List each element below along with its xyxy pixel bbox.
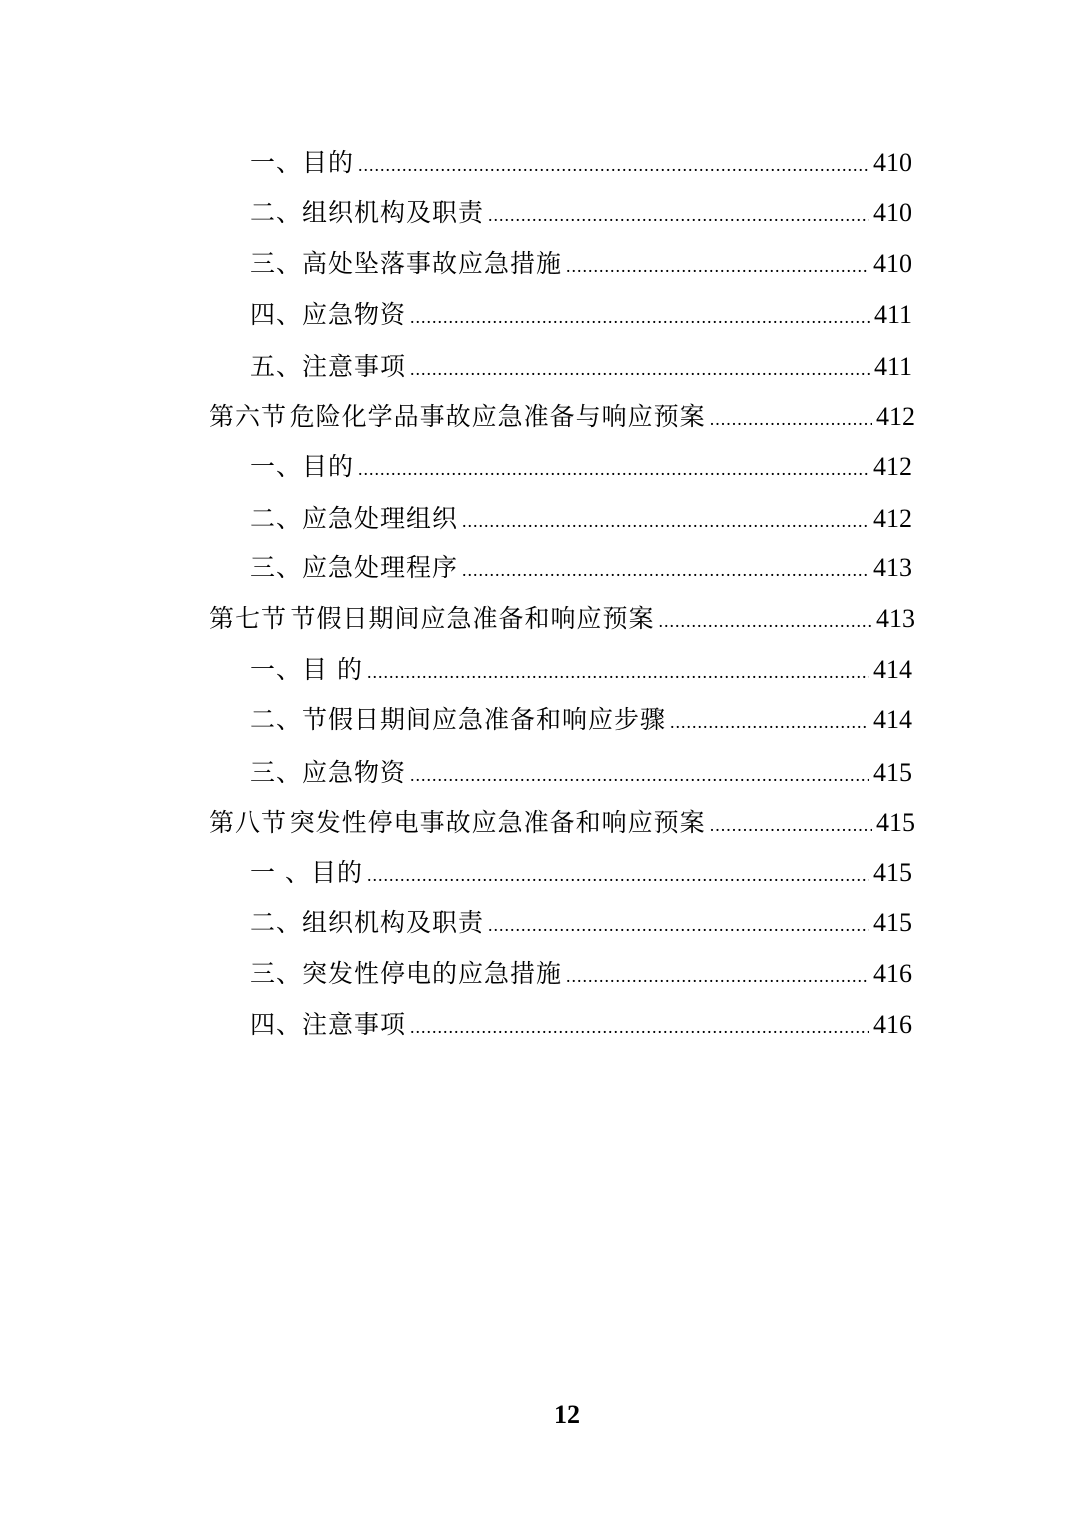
toc-entry-title: 一、目 的 — [250, 655, 363, 684]
toc-entry-page: 412 — [873, 452, 912, 481]
toc-entry[interactable] — [250, 650, 912, 690]
toc-section-entry[interactable] — [209, 803, 915, 843]
toc-leader-dots — [566, 246, 869, 286]
toc-entry-title: 三、高处坠落事故应急措施 — [250, 249, 563, 278]
toc-entry-title: 危险化学品事故应急准备与响应预案 — [289, 402, 706, 431]
toc-entry[interactable] — [250, 954, 912, 994]
toc-leader-dots — [410, 297, 870, 337]
toc-leader-dots — [462, 550, 869, 590]
toc-section-label: 第八节 — [209, 808, 288, 837]
toc-entry-page: 415 — [873, 758, 912, 787]
toc-entry-page: 415 — [873, 858, 912, 887]
toc-entry-page: 410 — [873, 148, 912, 177]
toc-leader-dots — [462, 501, 869, 541]
toc-entry[interactable] — [250, 244, 912, 284]
toc-leader-dots — [410, 755, 869, 795]
toc-entry[interactable] — [250, 295, 912, 335]
toc-entry-page: 410 — [873, 249, 912, 278]
toc-entry-page: 415 — [873, 908, 912, 937]
toc-leader-dots — [659, 601, 872, 641]
toc-entry-page: 413 — [876, 604, 915, 633]
toc-entry[interactable] — [250, 143, 912, 183]
toc-entry-page: 415 — [876, 808, 915, 837]
toc-leader-dots — [410, 1007, 869, 1047]
toc-entry-page: 416 — [873, 959, 912, 988]
toc-entry-title: 二、应急处理组织 — [250, 504, 459, 533]
toc-leader-dots — [358, 449, 869, 489]
toc-entry-title: 三、应急处理程序 — [250, 553, 459, 582]
toc-section-entry[interactable] — [209, 599, 915, 639]
toc-entry-page: 412 — [876, 402, 915, 431]
toc-entry-page: 413 — [873, 553, 912, 582]
toc-entry[interactable] — [250, 753, 912, 793]
toc-leader-dots — [670, 702, 869, 742]
toc-entry-title: 四、应急物资 — [250, 300, 407, 329]
toc-section-label: 第六节 — [209, 402, 288, 431]
toc-entry[interactable] — [250, 548, 912, 588]
toc-entry-title: 五、注意事项 — [250, 352, 407, 381]
toc-entry-title: 一、目的 — [250, 148, 355, 177]
toc-entry-title: 一 、目的 — [250, 858, 363, 887]
toc-section-label: 第七节 — [209, 604, 288, 633]
toc-entry-title: 节假日期间应急准备和响应预案 — [290, 604, 655, 633]
toc-entry-title: 三、突发性停电的应急措施 — [250, 959, 563, 988]
toc-entry[interactable] — [250, 447, 912, 487]
toc-leader-dots — [488, 195, 869, 235]
toc-entry-title: 四、注意事项 — [250, 1010, 407, 1039]
toc-entry-title: 二、组织机构及职责 — [250, 908, 485, 937]
toc-leader-dots — [367, 855, 869, 895]
toc-leader-dots — [566, 956, 869, 996]
toc-entry-title: 二、节假日期间应急准备和响应步骤 — [250, 705, 667, 734]
toc-entry[interactable] — [250, 193, 912, 233]
toc-entry-page: 412 — [873, 504, 912, 533]
toc-entry[interactable] — [250, 347, 912, 387]
toc-leader-dots — [410, 349, 870, 389]
toc-section-entry[interactable] — [209, 397, 915, 437]
toc-entry-title: 三、应急物资 — [250, 758, 407, 787]
toc-entry-title: 二、组织机构及职责 — [250, 198, 485, 227]
toc-entry-page: 411 — [873, 300, 912, 329]
toc-entry-page: 416 — [873, 1010, 912, 1039]
page-number: 12 — [554, 1400, 580, 1429]
toc-entry[interactable] — [250, 700, 912, 740]
toc-leader-dots — [358, 145, 869, 185]
toc-leader-dots — [710, 805, 872, 845]
toc-entry-title: 突发性停电事故应急准备和响应预案 — [289, 808, 706, 837]
toc-leader-dots — [710, 399, 872, 439]
toc-leader-dots — [488, 905, 869, 945]
toc-entry[interactable] — [250, 499, 912, 539]
toc-entry-page: 411 — [873, 352, 912, 381]
toc-entry[interactable] — [250, 1005, 912, 1045]
toc-entry-page: 414 — [873, 655, 912, 684]
toc-entry[interactable] — [250, 853, 912, 893]
toc-entry-page: 410 — [873, 198, 912, 227]
toc-entry[interactable] — [250, 903, 912, 943]
toc-leader-dots — [367, 652, 869, 692]
toc-entry-page: 414 — [873, 705, 912, 734]
toc-entry-title: 一、目的 — [250, 452, 355, 481]
